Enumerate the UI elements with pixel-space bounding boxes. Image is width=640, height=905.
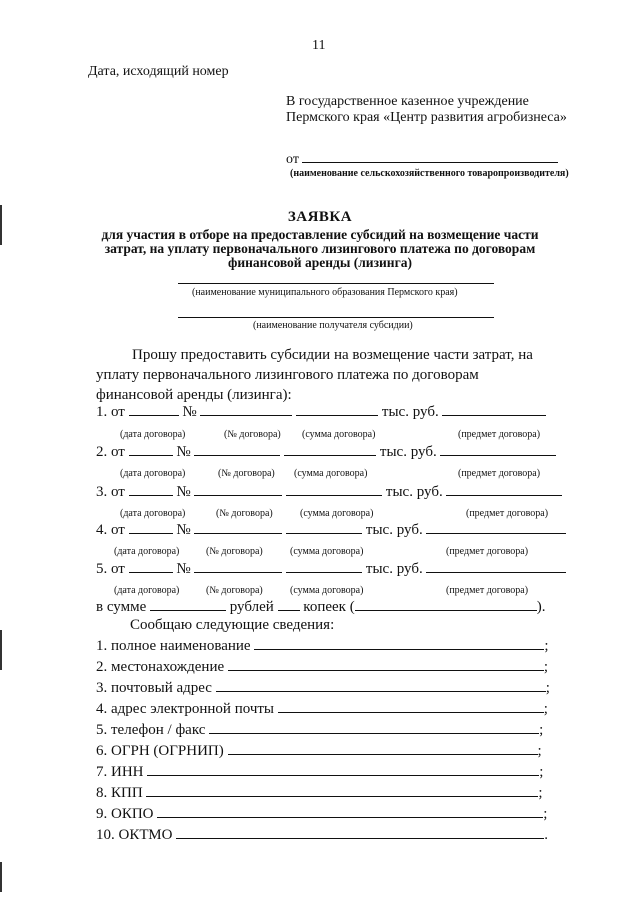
contract-num: 2. от bbox=[96, 444, 125, 460]
info-field bbox=[96, 679, 550, 697]
field-end: ; bbox=[538, 785, 543, 801]
contract-num: 3. от bbox=[96, 484, 125, 500]
municipality-line bbox=[178, 283, 494, 284]
sum-words-blank bbox=[355, 598, 537, 611]
field-label: 4. адрес электронной почты bbox=[96, 701, 275, 717]
amount-blank bbox=[286, 560, 362, 573]
caption-number: (№ договора) bbox=[218, 468, 275, 479]
contract-num: 5. от bbox=[96, 561, 125, 577]
recipient-caption: (наименование получателя субсидии) bbox=[253, 320, 413, 331]
caption-subject: (предмет договора) bbox=[466, 508, 549, 519]
field-blank bbox=[147, 763, 539, 776]
field-label: 2. местонахождение bbox=[96, 659, 225, 675]
amount-blank bbox=[284, 443, 376, 456]
field-blank bbox=[228, 658, 544, 671]
field-end: ; bbox=[537, 743, 542, 759]
field-end: ; bbox=[539, 764, 544, 780]
caption-date: (дата договора) bbox=[120, 468, 186, 479]
currency-label: тыс. руб. bbox=[365, 561, 423, 577]
field-blank bbox=[278, 700, 544, 713]
margin-mark bbox=[0, 630, 2, 670]
caption-number: (№ договора) bbox=[224, 429, 281, 440]
caption-number: (№ договора) bbox=[206, 546, 263, 557]
field-end: . bbox=[544, 827, 548, 843]
number-blank bbox=[194, 443, 280, 456]
sum-rub-label: рублей bbox=[229, 599, 274, 615]
caption-subject: (предмет договора) bbox=[458, 468, 541, 479]
field-label: 5. телефон / факс bbox=[96, 722, 206, 738]
field-label: 10. ОКТМО bbox=[96, 827, 173, 843]
caption-subject: (предмет договора) bbox=[446, 546, 529, 557]
sum-end: ). bbox=[536, 599, 546, 615]
caption-amount: (сумма договора) bbox=[290, 546, 364, 557]
caption-amount: (сумма договора) bbox=[290, 585, 364, 596]
number-blank bbox=[200, 403, 292, 416]
field-blank bbox=[176, 826, 544, 839]
info-field bbox=[96, 784, 543, 802]
info-field bbox=[96, 658, 548, 676]
contract-no-label: № bbox=[176, 484, 191, 500]
page-number: 11 bbox=[312, 38, 326, 53]
field-end: ; bbox=[543, 701, 548, 717]
caption-number: (№ договора) bbox=[216, 508, 273, 519]
field-blank bbox=[157, 805, 543, 818]
field-end: ; bbox=[543, 659, 549, 675]
field-label: 7. ИНН bbox=[96, 764, 144, 780]
field-end: ; bbox=[543, 806, 548, 822]
contract-row bbox=[96, 483, 562, 501]
field-label: 9. ОКПО bbox=[96, 806, 154, 822]
caption-amount: (сумма договора) bbox=[302, 429, 376, 440]
date-blank bbox=[129, 483, 173, 496]
date-label: Дата, исходящий номер bbox=[88, 64, 229, 79]
date-blank bbox=[129, 560, 173, 573]
field-label: 1. полное наименование bbox=[96, 638, 251, 654]
caption-date: (дата договора) bbox=[114, 585, 180, 596]
caption-date: (дата договора) bbox=[114, 546, 180, 557]
amount-blank bbox=[286, 521, 362, 534]
field-label: 3. почтовый адрес bbox=[96, 680, 212, 696]
from-blank bbox=[302, 150, 558, 163]
info-field bbox=[96, 637, 549, 655]
sum-kop-label: копеек ( bbox=[303, 599, 355, 615]
field-blank bbox=[254, 637, 544, 650]
info-header: Сообщаю следующие сведения: bbox=[130, 617, 335, 633]
contract-no-label: № bbox=[176, 522, 191, 538]
subject-blank bbox=[426, 560, 566, 573]
field-end: ; bbox=[545, 680, 550, 696]
contract-no-label: № bbox=[176, 444, 191, 460]
document-subtitle: для участия в отборе на предоставление субсидий на возмещение части затрат, на уплату первоначального лизингового платежа по договорам финансовой аренды (лизинга) bbox=[101, 227, 539, 270]
currency-label: тыс. руб. bbox=[381, 404, 439, 420]
recipient-address: В государственное казенное учреждение Пермского края «Центр развития агробизнеса» bbox=[286, 94, 567, 125]
field-label: 8. КПП bbox=[96, 785, 143, 801]
number-blank bbox=[194, 560, 282, 573]
caption-subject: (предмет договора) bbox=[458, 429, 541, 440]
date-blank bbox=[129, 521, 173, 534]
date-blank bbox=[129, 403, 179, 416]
contract-num: 4. от bbox=[96, 522, 125, 538]
field-blank bbox=[228, 742, 538, 755]
contract-no-label: № bbox=[182, 404, 197, 420]
margin-mark bbox=[0, 862, 2, 892]
request-paragraph bbox=[96, 345, 556, 405]
from-label: от bbox=[286, 152, 299, 167]
subject-blank bbox=[442, 403, 546, 416]
number-blank bbox=[194, 521, 282, 534]
info-field bbox=[96, 721, 543, 739]
contract-num: 1. от bbox=[96, 404, 125, 420]
subject-blank bbox=[446, 483, 562, 496]
info-field bbox=[96, 763, 543, 781]
info-field bbox=[96, 826, 548, 844]
from-line bbox=[286, 150, 558, 168]
municipality-caption: (наименование муниципального образования Пермского края) bbox=[192, 287, 458, 298]
caption-amount: (сумма договора) bbox=[294, 468, 368, 479]
request-text: Прошу предоставить субсидии на возмещение части затрат, на уплату первоначального лизингового платежа по договорам финансовой аренды (лизинга): bbox=[96, 347, 533, 403]
recipient-line bbox=[178, 317, 494, 318]
date-blank bbox=[129, 443, 173, 456]
sum-rub-blank bbox=[150, 598, 226, 611]
currency-label: тыс. руб. bbox=[365, 522, 423, 538]
field-blank bbox=[216, 679, 546, 692]
caption-date: (дата договора) bbox=[120, 429, 186, 440]
field-end: ; bbox=[544, 638, 549, 654]
contract-row bbox=[96, 521, 566, 539]
caption-number: (№ договора) bbox=[206, 585, 263, 596]
field-end: ; bbox=[539, 722, 544, 738]
contract-row bbox=[96, 443, 556, 461]
from-caption: (наименование сельскохозяйственного товаропроизводителя) bbox=[290, 168, 569, 179]
sum-prefix: в сумме bbox=[96, 599, 147, 615]
number-blank bbox=[194, 483, 282, 496]
document-title: ЗАЯВКА bbox=[287, 209, 353, 225]
caption-amount: (сумма договора) bbox=[300, 508, 374, 519]
caption-subject: (предмет договора) bbox=[446, 585, 529, 596]
info-field bbox=[96, 742, 542, 760]
contract-row bbox=[96, 560, 566, 578]
amount-blank bbox=[296, 403, 378, 416]
field-blank bbox=[146, 784, 538, 797]
currency-label: тыс. руб. bbox=[385, 484, 443, 500]
caption-date: (дата договора) bbox=[120, 508, 186, 519]
contract-no-label: № bbox=[176, 561, 191, 577]
field-blank bbox=[209, 721, 539, 734]
sum-kop-blank bbox=[278, 598, 300, 611]
info-field bbox=[96, 700, 548, 718]
contract-row bbox=[96, 403, 546, 421]
field-label: 6. ОГРН (ОГРНИП) bbox=[96, 743, 224, 759]
amount-blank bbox=[286, 483, 382, 496]
subject-blank bbox=[426, 521, 566, 534]
info-field bbox=[96, 805, 547, 823]
sum-line bbox=[96, 598, 545, 616]
currency-label: тыс. руб. bbox=[379, 444, 437, 460]
subject-blank bbox=[440, 443, 556, 456]
